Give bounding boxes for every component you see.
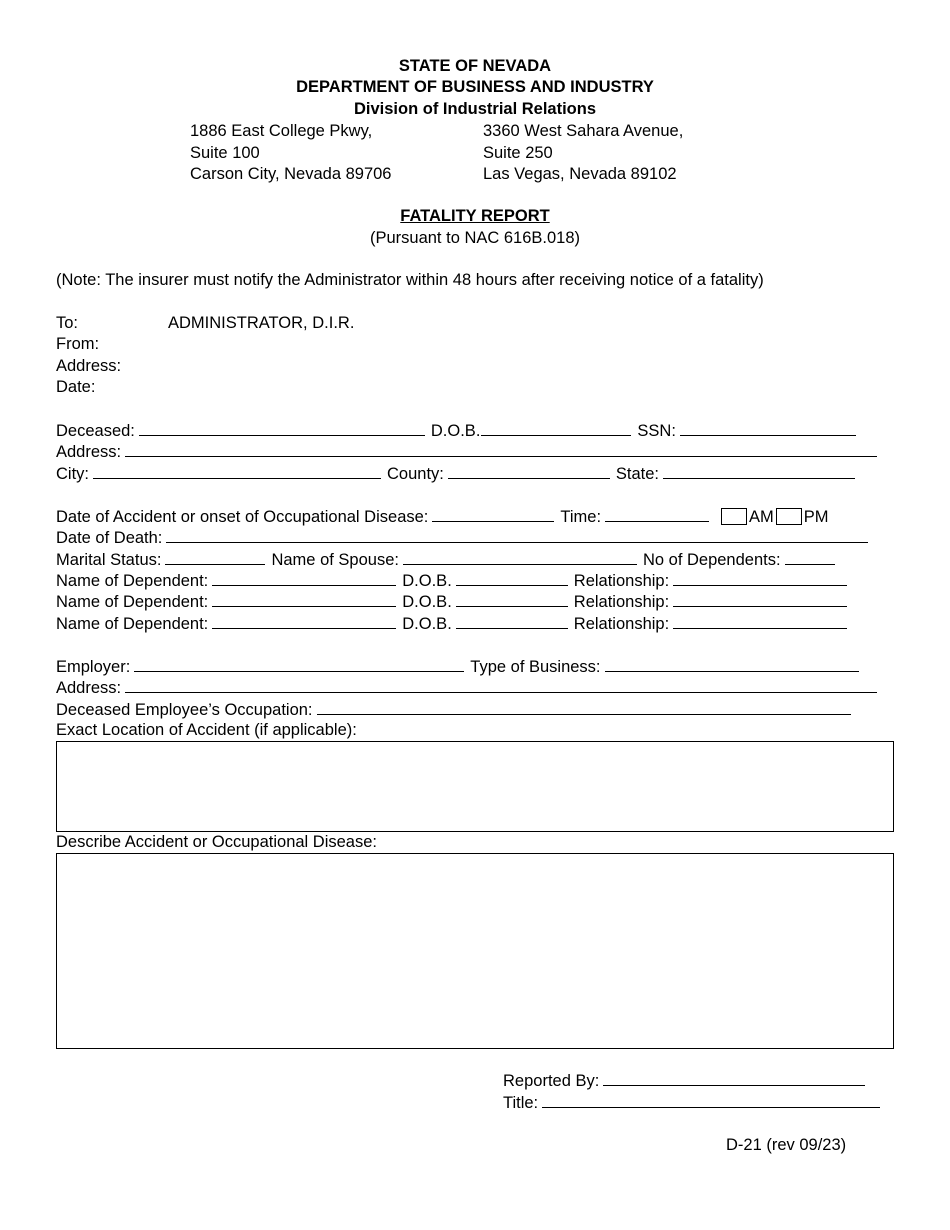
dependent-relationship-label: Relationship: bbox=[573, 572, 670, 590]
time-field[interactable] bbox=[605, 506, 709, 522]
date-of-accident-label: Date of Accident or onset of Occupational Disease: bbox=[56, 508, 429, 526]
name-of-spouse-label: Name of Spouse: bbox=[271, 551, 399, 569]
office-right-line-2: Suite 250 bbox=[483, 144, 553, 162]
department-heading: DEPARTMENT OF BUSINESS AND INDUSTRY bbox=[296, 78, 654, 96]
occupation-label: Deceased Employee’s Occupation: bbox=[56, 701, 313, 719]
dependent-relationship-field[interactable] bbox=[673, 591, 847, 607]
time-label: Time: bbox=[560, 508, 602, 526]
am-label: AM bbox=[749, 508, 774, 526]
date-of-accident-field[interactable] bbox=[432, 506, 554, 522]
employer-address-label: Address: bbox=[56, 679, 122, 697]
dependent-name-label: Name of Dependent: bbox=[56, 572, 209, 590]
marital-status-label: Marital Status: bbox=[56, 551, 162, 569]
type-of-business-field[interactable] bbox=[605, 656, 859, 672]
deceased-name-field[interactable] bbox=[139, 420, 425, 436]
county-field[interactable] bbox=[448, 463, 610, 479]
employer-address-field[interactable] bbox=[125, 677, 877, 693]
state-label: State: bbox=[615, 465, 659, 483]
deceased-row bbox=[56, 420, 862, 440]
deceased-label: Deceased: bbox=[56, 422, 135, 440]
city-field[interactable] bbox=[93, 463, 381, 479]
dependent-name-field[interactable] bbox=[212, 613, 396, 629]
insurer-note: (Note: The insurer must notify the Administrator within 48 hours after receiving notice of a fatality) bbox=[56, 271, 764, 289]
occupation-row bbox=[56, 699, 857, 719]
dependent-name-label: Name of Dependent: bbox=[56, 593, 209, 611]
memo-date-label: Date: bbox=[56, 378, 96, 396]
dependent-name-label: Name of Dependent: bbox=[56, 615, 209, 633]
state-heading: STATE OF NEVADA bbox=[398, 57, 552, 75]
form-title: FATALITY REPORT bbox=[400, 207, 550, 225]
dependent-dob-field[interactable] bbox=[456, 591, 568, 607]
deceased-dob-field[interactable] bbox=[481, 420, 631, 436]
dependent-row bbox=[56, 570, 853, 590]
office-right-line-3: Las Vegas, Nevada 89102 bbox=[483, 165, 677, 183]
reported-by-label: Reported By: bbox=[503, 1072, 600, 1090]
deceased-dob-label: D.O.B. bbox=[430, 422, 481, 440]
date-of-death-field[interactable] bbox=[166, 527, 868, 543]
pm-checkbox[interactable] bbox=[776, 508, 802, 525]
deceased-address-row bbox=[56, 441, 883, 461]
reported-by-field[interactable] bbox=[603, 1070, 865, 1086]
division-heading: Division of Industrial Relations bbox=[353, 100, 597, 118]
dependent-name-field[interactable] bbox=[212, 570, 396, 586]
reporter-title-label: Title: bbox=[503, 1094, 539, 1112]
memo-address-label: Address: bbox=[56, 357, 122, 375]
dependent-relationship-label: Relationship: bbox=[573, 615, 670, 633]
describe-accident-label: Describe Accident or Occupational Disease: bbox=[56, 833, 377, 851]
occupation-field[interactable] bbox=[317, 699, 851, 715]
dependent-dob-label: D.O.B. bbox=[402, 593, 452, 611]
to-label: To: bbox=[56, 314, 79, 332]
dependent-relationship-field[interactable] bbox=[673, 570, 847, 586]
dependent-row bbox=[56, 591, 853, 611]
employer-address-row bbox=[56, 677, 883, 697]
dependent-relationship-field[interactable] bbox=[673, 613, 847, 629]
name-of-spouse-field[interactable] bbox=[403, 549, 637, 565]
marital-status-row bbox=[56, 549, 841, 569]
exact-location-label: Exact Location of Accident (if applicable): bbox=[56, 721, 357, 739]
date-of-death-label: Date of Death: bbox=[56, 529, 163, 547]
reporter-title-row bbox=[503, 1092, 886, 1113]
ssn-field[interactable] bbox=[680, 420, 856, 436]
employer-label: Employer: bbox=[56, 658, 131, 676]
office-left-line-3: Carson City, Nevada 89706 bbox=[190, 165, 392, 183]
city-label: City: bbox=[56, 465, 89, 483]
dependent-dob-label: D.O.B. bbox=[402, 615, 452, 633]
no-of-dependents-label: No of Dependents: bbox=[642, 551, 781, 569]
accident-date-row bbox=[56, 506, 829, 526]
describe-accident-textarea[interactable] bbox=[56, 853, 894, 1049]
office-left-line-2: Suite 100 bbox=[190, 144, 260, 162]
county-label: County: bbox=[387, 465, 444, 483]
dependent-relationship-label: Relationship: bbox=[573, 593, 670, 611]
city-row bbox=[56, 463, 861, 483]
office-left-line-1: 1886 East College Pkwy, bbox=[190, 122, 373, 140]
office-right-line-1: 3360 West Sahara Avenue, bbox=[483, 122, 684, 140]
deceased-address-field[interactable] bbox=[125, 441, 877, 457]
form-number: D-21 (rev 09/23) bbox=[726, 1136, 847, 1154]
marital-status-field[interactable] bbox=[165, 549, 265, 565]
no-of-dependents-field[interactable] bbox=[785, 549, 835, 565]
dependent-row bbox=[56, 613, 853, 633]
pm-label: PM bbox=[803, 508, 829, 526]
dependent-dob-label: D.O.B. bbox=[402, 572, 452, 590]
type-of-business-label: Type of Business: bbox=[470, 658, 601, 676]
date-of-death-row bbox=[56, 527, 874, 547]
am-checkbox[interactable] bbox=[721, 508, 747, 525]
reporter-title-field[interactable] bbox=[542, 1092, 880, 1108]
deceased-address-label: Address: bbox=[56, 443, 122, 461]
to-value: ADMINISTRATOR, D.I.R. bbox=[168, 314, 355, 332]
state-field[interactable] bbox=[663, 463, 855, 479]
dependent-dob-field[interactable] bbox=[456, 570, 568, 586]
form-subtitle: (Pursuant to NAC 616B.018) bbox=[369, 229, 581, 247]
employer-field[interactable] bbox=[134, 656, 464, 672]
ssn-label: SSN: bbox=[637, 422, 676, 440]
employer-row bbox=[56, 656, 865, 676]
exact-location-textarea[interactable] bbox=[56, 741, 894, 832]
reported-by-row bbox=[503, 1070, 871, 1091]
from-label: From: bbox=[56, 335, 100, 353]
dependent-name-field[interactable] bbox=[212, 591, 396, 607]
dependent-dob-field[interactable] bbox=[456, 613, 568, 629]
